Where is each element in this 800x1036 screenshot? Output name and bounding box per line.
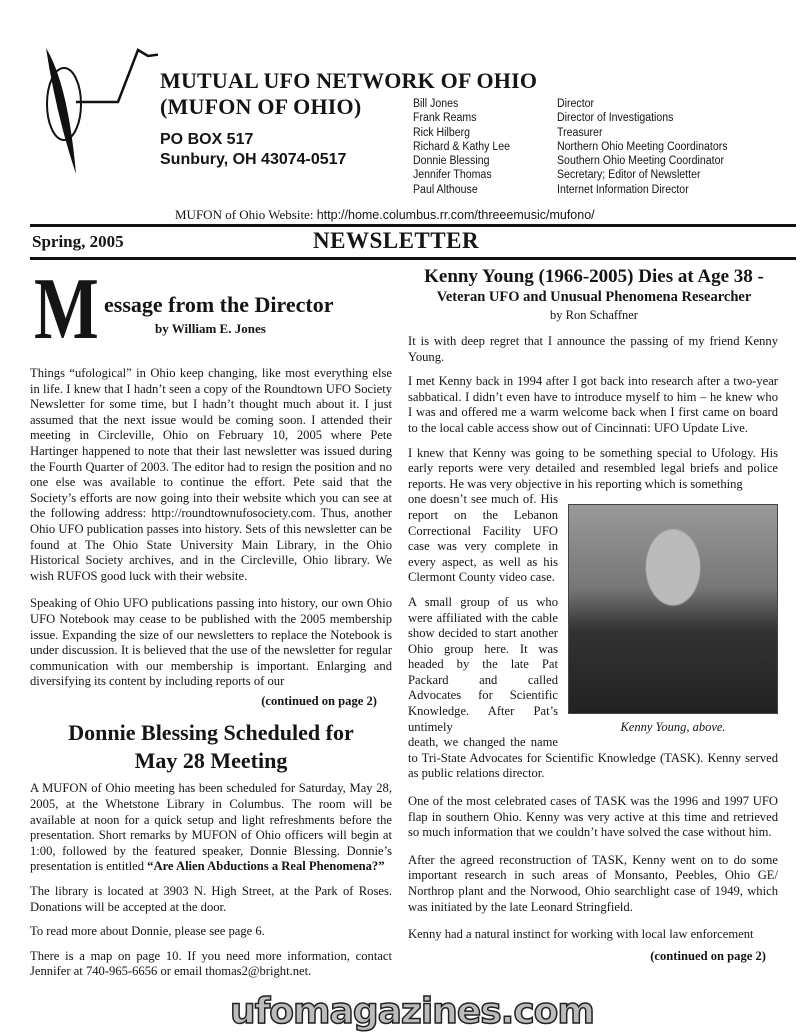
kenny-title: Kenny Young (1966-2005) Dies at Age 38 - (424, 266, 764, 287)
officer-role: Northern Ohio Meeting Coordinators (557, 140, 728, 153)
officer-name: Donnie Blessing (413, 155, 490, 168)
left-column (30, 366, 392, 989)
meeting-title-line: Donnie Blessing Scheduled for (68, 720, 354, 746)
officer-role: Director of Investigations (557, 112, 674, 125)
kenny-paragraph: One of the most celebrated cases of TASK was the 1996 and 1997 UFO flap in southern Ohio. Kenny was very active at this time and retrieved so much information that we couldn’t have solved the case without him. (408, 794, 778, 840)
meeting-text: A MUFON of Ohio meeting has been scheduled for Saturday, May 28, 2005, at the Whetstone Library in Columbus. The room will be available at noon for a quick setup and light refreshments before the presentation. Short remarks by MUFON of Ohio officers will begin at 1:00, followed by the featured speaker, Donnie Blessing. Donnie’s presentation is entitled (30, 781, 392, 874)
officer-name: Rick Hilberg (413, 126, 471, 139)
divider (30, 257, 796, 260)
divider (30, 224, 796, 227)
po-box: PO BOX 517 (160, 131, 254, 148)
photo-figure (568, 504, 778, 736)
officer-role: Southern Ohio Meeting Coordinator (557, 155, 725, 168)
watermark: ufomagazines.com (230, 991, 594, 1032)
officer-name: Jennifer Thomas (413, 169, 492, 182)
officer-role: Treasurer (557, 126, 603, 139)
officer-name: Bill Jones (413, 98, 459, 110)
mailing-address (160, 130, 346, 170)
right-column (408, 334, 778, 964)
website-line (175, 207, 595, 223)
officer-role: Director (557, 98, 595, 110)
kenny-paragraph: It is with deep regret that I announce the passing of my friend Kenny Young. (408, 334, 778, 364)
kenny-article-header (405, 266, 783, 324)
issue-date: Spring, 2005 (32, 232, 124, 251)
city: Sunbury, OH 43074-0517 (160, 151, 347, 168)
drop-cap: M (34, 261, 99, 358)
meeting-paragraph: The library is located at 3903 N. High Street, at the Park of Roses. Donations will be accepted at the door. (30, 884, 392, 914)
website-link[interactable]: http://home.columbus.rr.com/threeemusic/mufono/ (316, 208, 595, 222)
director-paragraph: Things “ufological” in Ohio keep changing, like most everything else in life. I knew that I hadn’t seen a copy of the Roundtown UFO Society Newsletter for some time, but I hadn’t thought much about it. I just assumed that the next issue would be coming soon. I attended their meeting in Circleville, Ohio on February 10, 2005 where Pete Hartinger happened to note that their last newsletter was issued during the Fourth Quarter of 2003. The editor had to resign the position and no one else was available to continue the effort. Pete said that the Society’s efforts are now going into their website which you can see at the following address: http://roundtownufosociety.com. Thus, another Ohio UFO publication passes into history. Sets of this newsletter can be found at The Ohio State University Main Library, in the Ohio Historical Society archives, and in the Circleville, Ohio library. We wish RUFOS good luck with their website. (30, 366, 392, 583)
kenny-paragraph: death, we changed the name to Tri-State Advocates for Scientific Knowledge (TASK). Kenny served as public relations director. (408, 735, 778, 781)
presentation-title: “Are Alien Abductions a Real Phenomena?” (147, 859, 385, 874)
mufon-logo (38, 44, 158, 179)
kenny-paragraph: Kenny had a natural instinct for working with local law enforcement (408, 927, 754, 942)
kenny-paragraph: After the agreed reconstruction of TASK, Kenny went on to do some important research in such areas of Monsanto, Peebles, Ohio GE/ Northrop plant and the Norwood, Ohio searchlight case of 1949, which was initiated by the late Leonard Stringfield. (408, 852, 778, 914)
meeting-paragraph: To read more about Donnie, please see page 6. (30, 924, 265, 939)
org-short-name: (MUFON OF OHIO) (160, 94, 362, 119)
kenny-young-photo (568, 504, 778, 714)
kenny-paragraph: I knew that Kenny was going to be something special to Ufology. His early reports were very detailed and resembled legal briefs and police reports. He was very objective in his reporting which is something (408, 445, 778, 491)
byline: by William E. Jones (155, 321, 266, 336)
director-paragraph: Speaking of Ohio UFO publications passing into history, our own Ohio UFO Notebook may cease to be published with the 2005 membership issue. Expanding the size of our newsletters to replace the Notebook is under discussion. It is believed that the use of the newsletter for regular communication with our membership is important. Enlarging and diversifying its content by including reports of our (30, 596, 392, 689)
kenny-paragraph: one doesn’t see much of. His report on the Lebanon Correctional Facility UFO case was very complete in every aspect, as well as his Clermont County video case. (408, 492, 558, 585)
newsletter-title: NEWSLETTER (313, 228, 480, 253)
meeting-paragraph: There is a map on page 10. If you need more information, contact Jennifer at 740-965-6656 or email thomas2@bright.net. (30, 948, 392, 979)
continued-note[interactable]: (continued on page 2) (650, 948, 766, 963)
meeting-title-line: May 28 Meeting (134, 748, 288, 774)
photo-caption: Kenny Young, above. (620, 720, 726, 735)
officer-name: Paul Althouse (413, 183, 478, 196)
officer-name: Frank Reams (413, 112, 477, 125)
kenny-paragraph: I met Kenny back in 1994 after I got back into research after a two-year sabbatical. I didn’t even have to introduce myself to him – he knew who I was and offered me a warm welcome back when I first came on board to the local cable access show out of Cincinnati: UFO Update Live. (408, 374, 778, 435)
continued-note[interactable]: (continued on page 2) (261, 693, 377, 708)
officer-names (413, 97, 510, 197)
byline: by Ron Schaffner (550, 308, 638, 322)
kenny-subtitle: Veteran UFO and Unusual Phenomena Researcher (436, 289, 752, 305)
org-full-name: MUTUAL UFO NETWORK OF OHIO (160, 68, 538, 93)
officer-name: Richard & Kathy Lee (413, 140, 511, 153)
officer-roles (557, 97, 728, 197)
officer-role: Internet Information Director (557, 183, 689, 196)
website-label: MUFON of Ohio Website: (175, 207, 314, 222)
meeting-title (30, 719, 392, 775)
kenny-paragraph: A small group of us who were affiliated with the cable show decided to start another Ohio group here. It was headed by the late Pat Packard and called Advocates for Scientific Knowledge. After Pat’s untimely (408, 594, 558, 734)
officer-role: Secretary; Editor of Newsletter (557, 169, 701, 182)
article-title: essage from the Director (104, 292, 334, 317)
meeting-paragraph (30, 781, 392, 875)
